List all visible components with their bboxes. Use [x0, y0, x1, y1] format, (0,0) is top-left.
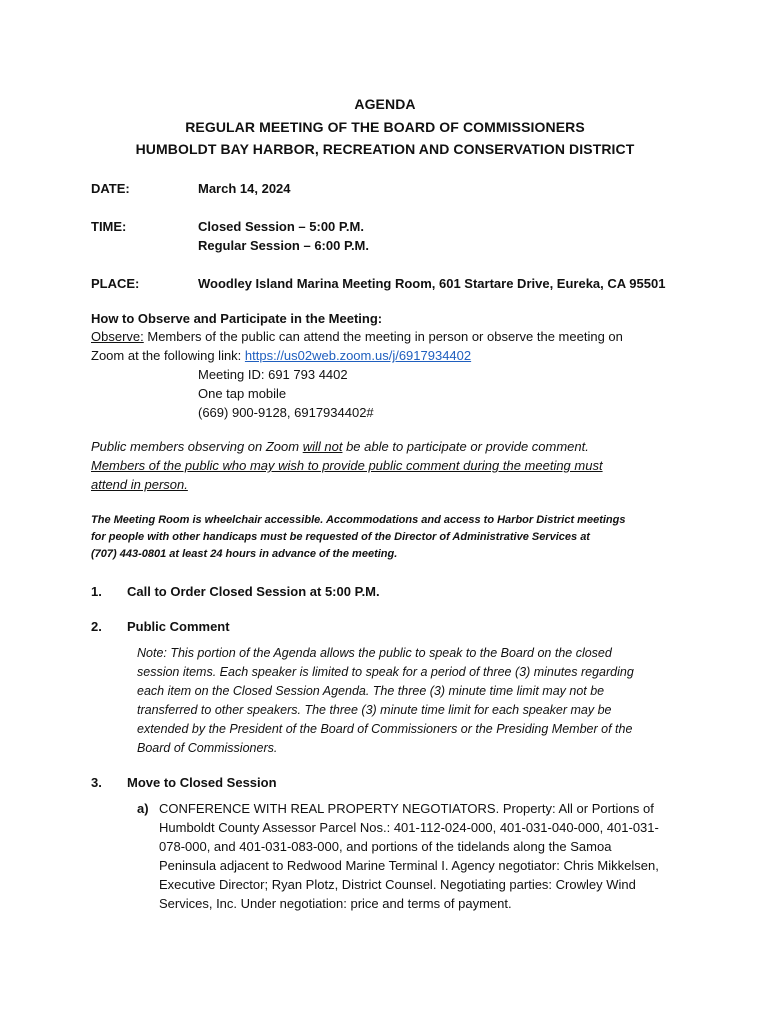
observe-heading: How to Observe and Participate in the Meeting: — [91, 311, 383, 326]
closed-session-a-line: 078-000, and 401-031-083-000, and portions of the tidelands along the Samoa — [159, 839, 612, 854]
notice-text-c: be able to participate or provide comment. — [342, 439, 589, 454]
closed-session-a-line: Humboldt County Assessor Parcel Nos.: 401-112-024-000, 401-031-040-000, 401-031- — [159, 820, 659, 835]
item-number: 1. — [91, 584, 102, 599]
notice-text-a: Public members observing on Zoom — [91, 439, 303, 454]
date-value: March 14, 2024 — [198, 181, 291, 196]
meeting-id: Meeting ID: 691 793 4402 — [198, 367, 348, 382]
public-comment-note-line: transferred to other speakers. The three (3) minute time limit for each speaker may be — [137, 703, 612, 717]
zoom-notice-line — [91, 439, 589, 454]
meeting-title: REGULAR MEETING OF THE BOARD OF COMMISSIONERS — [185, 119, 585, 135]
in-person-notice-line-2: attend in person. — [91, 477, 188, 492]
item-number: 2. — [91, 619, 102, 634]
public-comment-note-line: extended by the President of the Board of Commissioners or the Presiding Member of the — [137, 722, 633, 736]
date-label: DATE: — [91, 181, 130, 196]
accessibility-line-1: The Meeting Room is wheelchair accessible. Accommodations and access to Harbor District meetings — [91, 514, 626, 526]
accessibility-line-3: (707) 443-0801 at least 24 hours in advance of the meeting. — [91, 548, 398, 560]
place-label: PLACE: — [91, 276, 140, 291]
public-comment-note-line: session items. Each speaker is limited to speak for a period of three (3) minutes regarding — [137, 665, 634, 679]
observe-label: Observe: — [91, 329, 144, 344]
closed-session-a-line: Executive Director; Ryan Plotz, District Counsel. Negotiating parties: Crowley Wind — [159, 877, 636, 892]
item-number: 3. — [91, 775, 102, 790]
one-tap-label: One tap mobile — [198, 386, 287, 401]
item-title-closed-session: Move to Closed Session — [127, 775, 277, 790]
regular-session-time: Regular Session – 6:00 P.M. — [198, 238, 369, 253]
zoom-link[interactable]: https://us02web.zoom.us/j/6917934402 — [244, 348, 472, 363]
closed-session-a-line: Services, Inc. Under negotiation: price and terms of payment. — [159, 896, 512, 911]
in-person-notice-line: Members of the public who may wish to provide public comment during the meeting must — [91, 458, 603, 473]
public-comment-note-line: Board of Commissioners. — [137, 741, 278, 755]
closed-session-time: Closed Session – 5:00 P.M. — [198, 219, 364, 234]
closed-session-a-line: Peninsula adjacent to Redwood Marine Terminal I. Agency negotiator: Chris Mikkelsen, — [159, 858, 659, 873]
district-title: HUMBOLDT BAY HARBOR, RECREATION AND CONSERVATION DISTRICT — [135, 141, 635, 157]
closed-session-a-line: CONFERENCE WITH REAL PROPERTY NEGOTIATORS. Property: All or Portions of — [159, 801, 654, 816]
place-value: Woodley Island Marina Meeting Room, 601 Startare Drive, Eureka, CA 95501 — [198, 276, 666, 291]
agenda-title: AGENDA — [354, 96, 416, 112]
item-title-call-to-order: Call to Order Closed Session at 5:00 P.M. — [127, 584, 380, 599]
observe-text: Members of the public can attend the meeting in person or observe the meeting on — [143, 329, 623, 344]
zoom-line — [91, 348, 471, 363]
item-title-public-comment: Public Comment — [127, 619, 230, 634]
time-label: TIME: — [91, 219, 127, 234]
observe-paragraph — [91, 329, 623, 344]
public-comment-note-line: each item on the Closed Session Agenda. The three (3) minute time limit may not be — [137, 684, 605, 698]
phone-number: (669) 900-9128, 6917934402# — [198, 405, 374, 420]
notice-will-not: will not — [302, 439, 343, 454]
accessibility-line-2: for people with other handicaps must be requested of the Director of Administrative Services at — [91, 531, 590, 543]
sub-item-label: a) — [137, 801, 149, 816]
zoom-intro: Zoom at the following link: — [91, 348, 245, 363]
public-comment-note-line: Note: This portion of the Agenda allows the public to speak to the Board on the closed — [137, 646, 612, 660]
